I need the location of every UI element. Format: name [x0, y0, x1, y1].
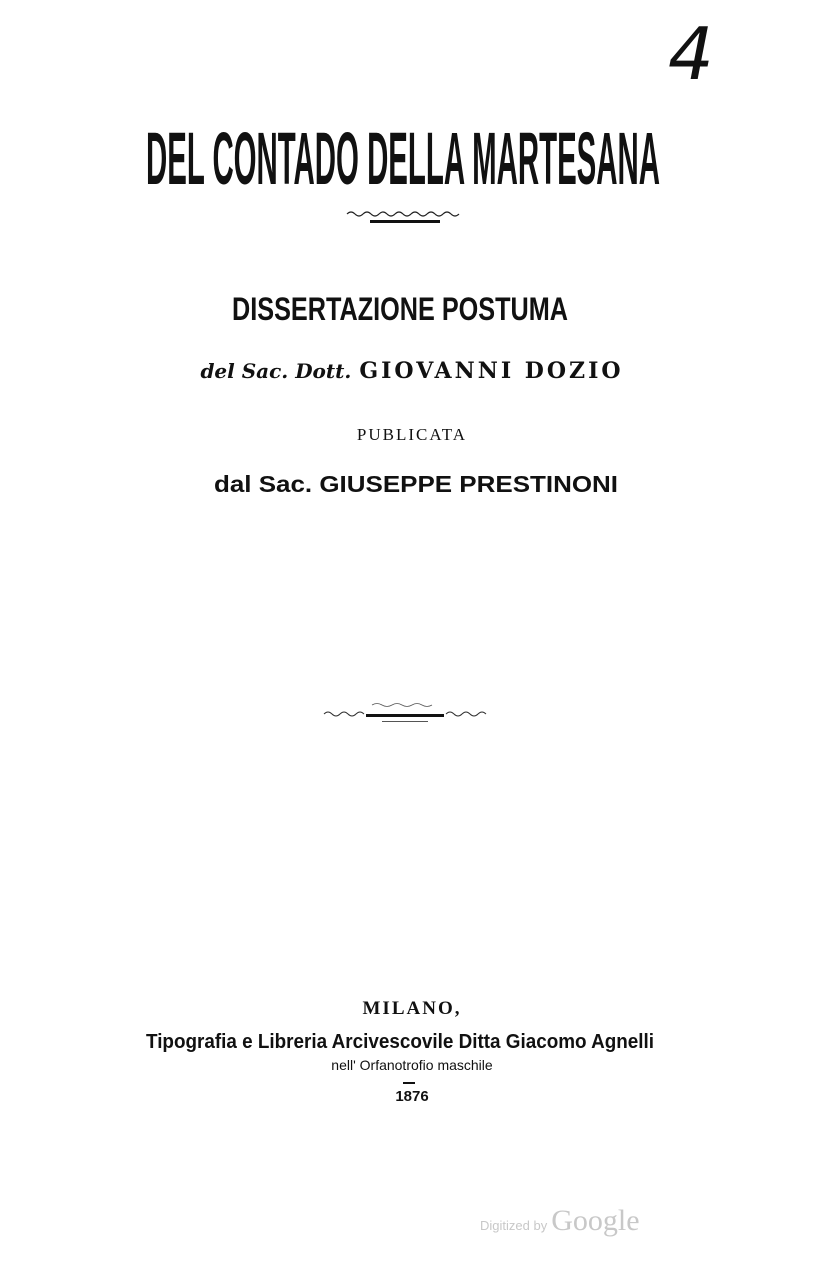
imprint-printer-text: Tipografia e Libreria Arcivescovile Ditta Giacomo Agnelli: [146, 1031, 654, 1053]
subtitle-text: DISSERTAZIONE POSTUMA: [232, 291, 568, 327]
imprint-address: [0, 1057, 824, 1075]
book-title: [146, 112, 662, 200]
subtitle: [232, 288, 572, 327]
editor-text: dal Sac. GIUSEPPE PRESTINONI: [214, 471, 618, 497]
google-watermark: [480, 1204, 640, 1238]
imprint-address-text: nell' Orfanotrofio maschile: [331, 1057, 493, 1073]
book-title-text: DEL CONTADO DELLA MARTESANA: [146, 117, 660, 200]
handwritten-page-number: 4: [668, 12, 714, 96]
publicata-label: [0, 425, 824, 445]
author-name: GIOVANNI DOZIO: [359, 358, 624, 384]
publicata-text: PUBLICATA: [356, 425, 468, 444]
imprint-city-text: MILANO,: [362, 998, 462, 1019]
imprint-dash: [403, 1082, 415, 1084]
editor-line: [214, 468, 622, 498]
imprint-city: [0, 998, 824, 1020]
author-line: [0, 358, 824, 384]
imprint-year-text: 1876: [395, 1088, 429, 1105]
digitized-by-text: Digitized by: [480, 1218, 548, 1233]
author-prefix: del Sac. Dott.: [200, 359, 352, 383]
google-logo-text: Google: [551, 1204, 640, 1237]
ornament-rule-top: [345, 208, 465, 230]
imprint-printer: [146, 1028, 658, 1054]
ornament-rule-middle: [322, 700, 488, 726]
imprint-year: [0, 1088, 824, 1106]
